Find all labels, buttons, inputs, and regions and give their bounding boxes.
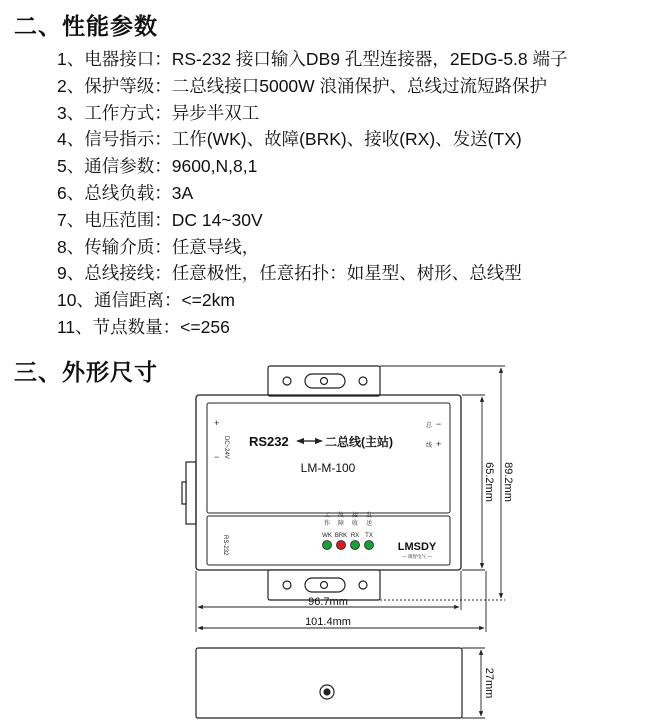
- rs232-port-label: RS-232: [222, 535, 228, 556]
- power-voltage-label: DC~24V: [223, 436, 229, 459]
- device-title-suffix: 二总线(主站): [325, 435, 393, 449]
- mounting-ear-top: [268, 366, 380, 396]
- led-cn-label: 收: [351, 521, 359, 527]
- screw-icon: [320, 685, 334, 699]
- dimension-width-body: 96.7mm: [308, 596, 348, 608]
- dimension-depth: 27mm: [483, 667, 495, 699]
- led-code-label: BRK: [334, 533, 348, 539]
- led-cn-label: 作: [323, 521, 331, 527]
- power-plus-label: +: [214, 418, 220, 428]
- led-cn-label: 故: [337, 513, 345, 519]
- led-rx-light: [351, 541, 360, 550]
- led-tx-light: [365, 541, 374, 550]
- led-code-label: TX: [365, 533, 373, 539]
- led-cn-label: 障: [337, 521, 345, 527]
- led-cn-label: 送: [365, 521, 373, 527]
- bus-plus-label: +: [436, 439, 442, 449]
- spec-item: 2、保护等级：二总线接口5000W 浪涌保护、总线过流短路保护: [57, 75, 548, 96]
- dimension-width-total: 101.4mm: [305, 616, 351, 628]
- device-model: LM-M-100: [300, 461, 356, 475]
- led-cn-label: 发: [365, 513, 373, 519]
- spec-item: 7、电压范围：DC 14~30V: [57, 209, 263, 230]
- bus-label-bottom: 线: [426, 443, 433, 449]
- led-code-label: RX: [350, 533, 360, 539]
- spec-item: 4、信号指示：工作(WK)、故障(BRK)、接收(RX)、发送(TX): [57, 129, 522, 150]
- dimension-height-total: 89.2mm: [502, 462, 514, 502]
- brand-logo: LMSDY: [397, 541, 437, 553]
- section-heading-dimensions: 三、外形尺寸: [14, 359, 158, 385]
- spec-item: 9、总线接线：任意极性，任意拓扑：如星型、树形、总线型: [57, 263, 522, 284]
- led-indicator: [335, 511, 347, 550]
- device-title: RS232: [249, 434, 289, 449]
- spec-item: 3、工作方式：异步半双工: [57, 102, 260, 123]
- led-code-label: WK: [322, 533, 332, 539]
- spec-item: 6、总线负载：3A: [57, 182, 194, 203]
- device-side-view: [196, 648, 485, 718]
- brand-subtitle: — 微智电气 —: [402, 554, 432, 559]
- spec-item: 11、节点数量：<=256: [57, 316, 230, 337]
- bus-minus-label: −: [436, 419, 442, 429]
- spec-item: 5、通信参数：9600,N,8,1: [57, 156, 258, 177]
- led-indicator: [351, 511, 360, 550]
- led-indicator: [322, 512, 332, 550]
- db9-connector: [182, 462, 196, 524]
- power-minus-label: −: [214, 452, 220, 462]
- section-heading-performance: 二、性能参数: [14, 13, 158, 39]
- dimension-height-body: 65.2mm: [483, 462, 495, 502]
- spec-item: 8、传输介质：任意导线，: [57, 236, 260, 257]
- led-brk-light: [337, 541, 346, 550]
- led-indicator: [365, 511, 374, 550]
- spec-item: 10、通信距离：<=2km: [57, 290, 235, 311]
- spec-item: 1、电器接口：RS-232 接口输入DB9 孔型连接器，2EDG-5.8 端子: [57, 49, 568, 69]
- led-cn-label: 工: [323, 513, 331, 519]
- led-cn-label: 接: [351, 513, 359, 519]
- led-wk-light: [323, 541, 332, 550]
- bus-label-top: 总: [426, 423, 433, 429]
